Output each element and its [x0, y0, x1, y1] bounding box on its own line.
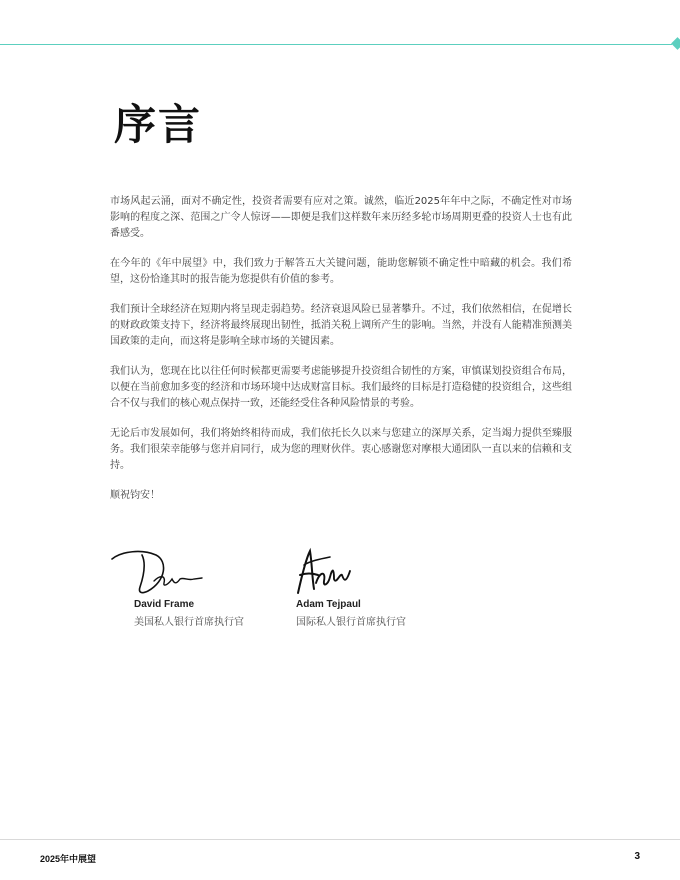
footer-rule — [0, 839, 680, 840]
signature-david-frame — [108, 545, 208, 597]
paragraph-3: 我们预计全球经济在短期内将呈现走弱趋势。经济衰退风险已显著攀升。不过，我们依然相信，在促增长的财政政策支持下，经济将最终展现出韧性，抵消关税上调所产生的影响。当然，并没有人能精准预测美国政策的走向，而这将是影响全球市场的关键因素。 — [110, 304, 572, 347]
signatory-name: Adam Tejpaul — [296, 599, 361, 610]
footer-publication-title: 2025年中展望 — [40, 854, 97, 864]
header-rule — [0, 44, 672, 45]
page-title: 序言 — [114, 100, 203, 149]
paragraph-2: 在今年的《年中展望》中，我们致力于解答五大关键问题，能助您解锁不确定性中暗藏的机会。我们希望，这份恰逢其时的报告能为您提供有价值的参考。 — [110, 258, 572, 285]
signatory-1 — [108, 545, 244, 628]
letter-body — [110, 194, 572, 518]
closing-salutation: 顺祝钧安！ — [110, 490, 160, 501]
page-number: 3 — [634, 851, 640, 862]
signatory-title: 美国私人银行首席执行官 — [134, 617, 244, 628]
paragraph-1: 市场风起云涌，面对不确定性，投资者需要有应对之策。诚然，临近2025年年中之际，不确定性对市场影响的程度之深、范围之广令人惊讶——即便是我们这样数年来历经多轮市场周期更叠的投资人士也有此番感受。 — [110, 196, 572, 239]
paragraph-5: 无论后市发展如何，我们将始终相待而成，我们依托长久以来与您建立的深厚关系，定当竭力提供至臻服务。我们很荣幸能够与您并肩同行，成为您的理财伙伴。衷心感谢您对摩根大通团队一直以来的信赖和支持。 — [110, 428, 572, 471]
signature-adam-tejpaul — [290, 545, 360, 597]
signatory-2 — [290, 545, 406, 628]
signatory-name: David Frame — [134, 599, 195, 610]
header-diamond-marker — [671, 37, 680, 50]
paragraph-4: 我们认为，您现在比以往任何时候都更需要考虑能够提升投资组合韧性的方案，审慎谋划投资组合布局，以便在当前愈加多变的经济和市场环境中达成财富目标。我们最终的目标是打造稳健的投资组合，这些组合不仅与我们的核心观点保持一致，还能经受住各种风险情景的考验。 — [110, 366, 572, 409]
signatory-title: 国际私人银行首席执行官 — [296, 617, 406, 628]
